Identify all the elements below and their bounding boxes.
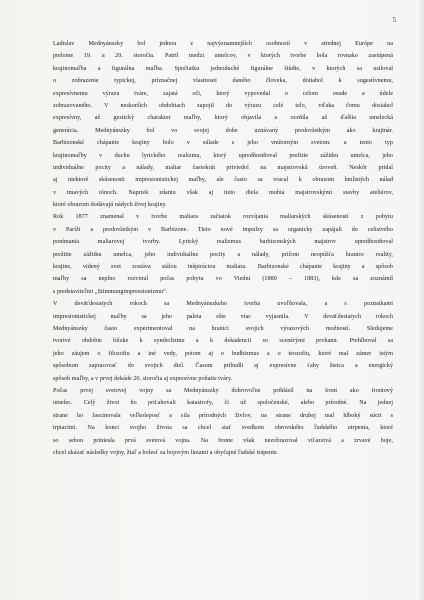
text-line: krajine, videný svet zostáva stálou inšpiráciou maliara. Barbizonské chápanie krajiny a spôsob (53, 264, 393, 271)
text-line: expresívny, až gestický charakter maľby, ktorý objavila a oceňila až ďalšia umelecká (53, 115, 393, 122)
text-line: zobrazovaného. V neskorších obdobiach zapojil do výrazu celé telo, vďaka čomu dosiahol (53, 102, 393, 109)
page-number: 5 (392, 16, 396, 24)
document-body (53, 38, 393, 459)
text-line: umelec. Celý život ho priťahovali katastrofy, či už spoločenské, alebo prírodné. Na jednej (53, 400, 393, 407)
text-line: trpiacimi. Na konci svojho života sa chcel stať svedkom obrovského ľudského utrpenia, ktoré (53, 425, 393, 432)
text-line: ktoré obrazom dodávajú nádych živej krajiny. (53, 202, 167, 209)
text-line: Barbizonské chápanie krajiny bolo v súlade s jeho vnútorným svetom: a tento typ (53, 140, 393, 147)
text-line: krajinomaľby v duchu lyrického realizmu, ktorý upredňostňoval prežitie zážitku umelca, jeho (53, 152, 393, 159)
text-line: o zobrazenie typickej, príznačnej vlastnosti daného človeka, dotiahol k sugestívnemu, (53, 78, 393, 85)
text-line: jeho záujem o filozofiu a iné vedy, potom aj o budhizmus a o teozofiu, ktoré mal zámer istým (53, 350, 393, 357)
text-line: Rok 1877 znamenal v tvorbe maliara začiatok rozvíjania maliarských skúseností z pobytu (53, 214, 393, 221)
text-line: krajinomaľba a figurálna maľba. Spočiatku jednoduché figurálne štúdie, v ktorých sa usiloval (53, 65, 393, 72)
text-line: v tmavých tónoch. Napriek zdaniu však aj tieto diela mobia majstrovskými stavby ateliérov, (53, 189, 393, 196)
paragraph (53, 38, 393, 211)
paragraph (53, 211, 393, 298)
page-edge-shadow (418, 0, 424, 600)
text-line: expresívnemu výrazu tváre, zajatá oči, ktorý vypovedal o celom osude a údele (53, 90, 393, 97)
text-line: spôsobom zapracovať do svojich diel. Časom pribudli aj expresívne ťahy štetca a energický (53, 363, 393, 370)
text-line: v Paríži a predovšetkým v Barbizone. Tieto nové impulzy sa organicky zapájali do celistvého (53, 226, 393, 233)
text-line: spôsob maľby, a v prvej dekáde 20. storočia aj expresívne poňatie tváry. (53, 375, 233, 382)
text-line: individuálne pocity a nálady, maliar častokrát priviedol na majstrovskú úroveň. Neskôr pridal (53, 164, 393, 171)
text-line: s predstaviteľmi „Stimmungimpressionizmu“. (53, 288, 168, 295)
text-line: prelome 19. a 20. storočia. Patril medzi umelcov, v ktorých tvorbe bola rovnako zastúpená (53, 53, 393, 60)
text-line: V deväťdesiatych rokoch sa Mednyánszkeho tvorba uvoľňovala, a s poznatkami (53, 301, 393, 308)
text-line: Ladislav Mednyánszky bol jednou z najvýznamnejších osobností v strednej Európe na (53, 41, 393, 47)
text-line: generácia. Mednyánszky bol vo svojej dobe uznávaný predovšetkým ako krajinár. (53, 127, 393, 134)
text-line: impresionistickej maľby sa jeho paleta ešte viac vyjasnila. V deväťdesiatych rokoch (53, 313, 393, 320)
paragraph (53, 298, 393, 385)
text-line: Mednyánszky často experimentoval na hranici svojich výrazových možností. Sledujeme (53, 325, 393, 332)
text-line: ponímania maliarovej tvorby. Lyrický realizmus barbizonských majstrov upredňostňoval (53, 239, 393, 246)
text-line: aj niektoré skúsenosti impresionistickej maľby, ale často sa vracal k obrazom hmlistých nálad (53, 177, 393, 184)
paragraph (53, 385, 393, 459)
text-line: chcel ukázať následky vojny, žiaľ a bolesť za bojovým líniami a obyčajné ľudské trápenie. (53, 449, 279, 456)
text-line: strane ho fascinovala veľkoleposť a sila prírodných živlov, na strane druhej mal hlboký súcit s (53, 412, 393, 419)
text-line: so sebou priniesla prvá svetová vojna. Na fronte však nezobrazoval víťazstvá a zrvavé boje, (53, 437, 393, 444)
text-line: maľby sa neplno rozvinul počas pobytu vo Viedni (1880 – 1883), kde sa zoznámil (53, 276, 393, 283)
text-line: tvorivé obdobie blízke k symbolizmu a k dekadencii so scenérými prvkami. Prehlboval sa (53, 338, 393, 345)
text-line: prežitie zážitku umelca, jeho individuálne pocity a nálady, pričom neopúšťa hranice reality, (53, 251, 393, 258)
text-line: Počas prvej svetovej vojny sa Mednyánszky dobrovoľne prihlásil na front ako frontový (53, 387, 393, 394)
